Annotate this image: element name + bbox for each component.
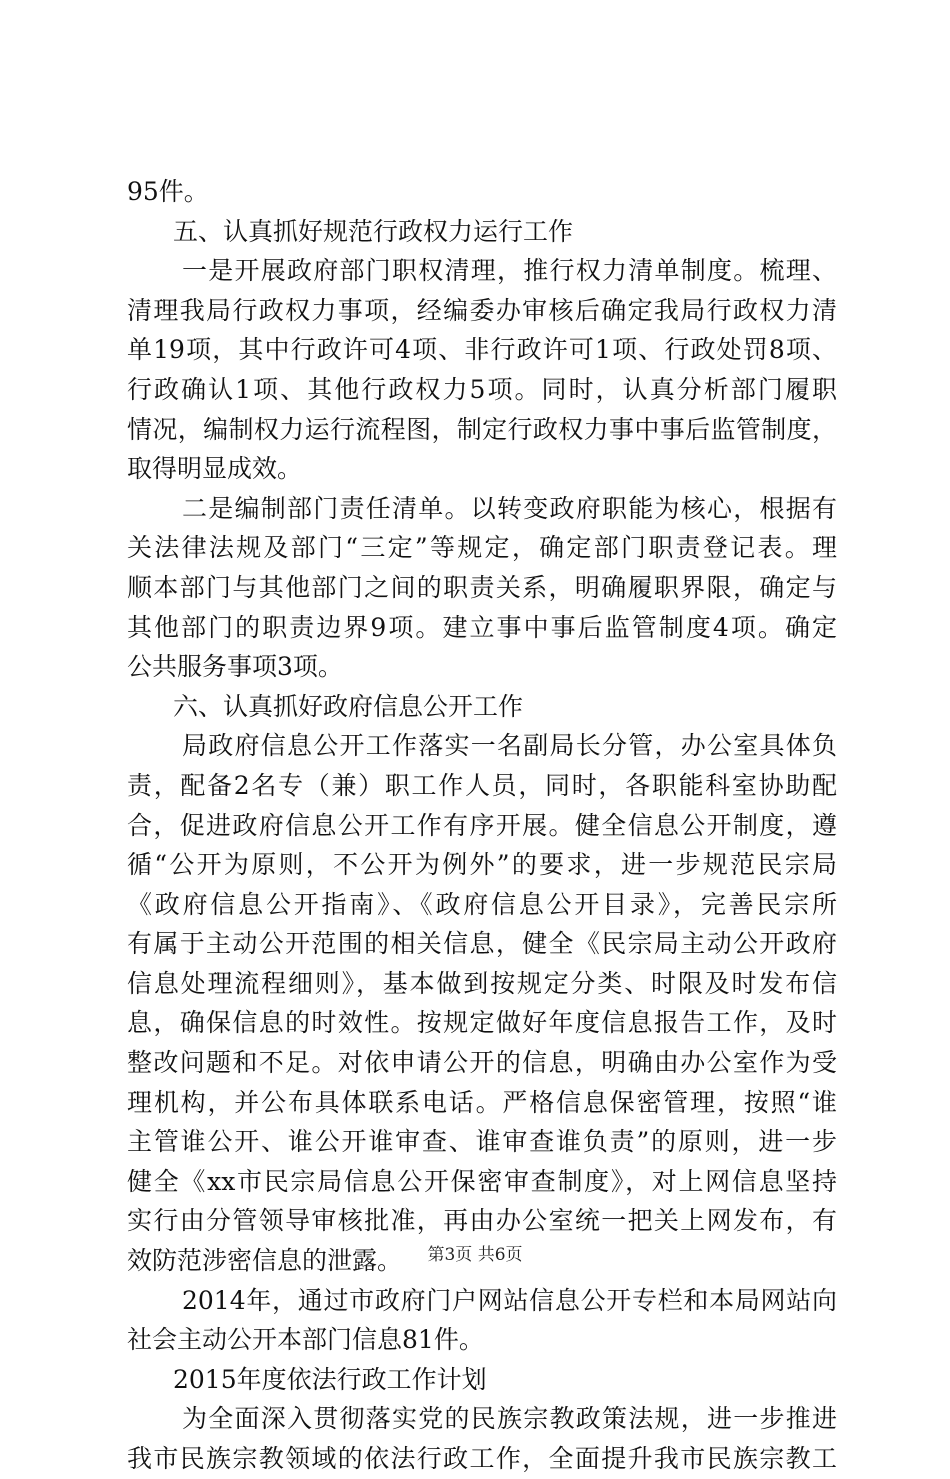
section-heading: 五、认真抓好规范行政权力运行工作	[173, 216, 574, 246]
text-line: 单19项，其中行政许可4项、非行政许可1项、行政处罚8项、	[127, 335, 837, 365]
text-line: 《政府信息公开指南》、《政府信息公开目录》，完善民宗所	[127, 889, 837, 919]
text-line: 2014年，通过市政府门户网站信息公开专栏和本局网站向	[182, 1285, 837, 1315]
text-line: 公共服务事项3项。	[127, 652, 343, 682]
text-line: 局政府信息公开工作落实一名副局长分管，办公室具体负	[182, 731, 837, 761]
text-line: 理机构，并公布具体联系电话。严格信息保密管理，按照“谁	[127, 1087, 837, 1117]
text-line: 关法律法规及部门“三定”等规定，确定部门职责登记表。理	[127, 533, 837, 563]
section-heading: 六、认真抓好政府信息公开工作	[173, 691, 524, 721]
text-line: 信息处理流程细则》，基本做到按规定分类、时限及时发布信	[127, 968, 837, 998]
text-line: 息，确保信息的时效性。按规定做好年度信息报告工作，及时	[127, 1008, 837, 1038]
text-line: 健全《xx市民宗局信息公开保密审查制度》，对上网信息坚持	[127, 1166, 837, 1196]
text-line: 合，促进政府信息公开工作有序开展。健全信息公开制度，遵	[127, 810, 837, 840]
text-line: 情况，编制权力运行流程图，制定行政权力事中事后监管制度，	[127, 414, 837, 444]
text-line: 社会主动公开本部门信息81件。	[127, 1325, 484, 1355]
text-line: 循“公开为原则，不公开为例外”的要求，进一步规范民宗局	[127, 850, 837, 880]
text-line: 为全面深入贯彻落实党的民族宗教政策法规，进一步推进	[182, 1404, 837, 1434]
text-line: 一是开展政府部门职权清理，推行权力清单制度。梳理、	[182, 256, 837, 286]
text-line: 效防范涉密信息的泄露。	[127, 1246, 403, 1276]
text-line: 我市民族宗教领域的依法行政工作，全面提升我市民族宗教工	[127, 1444, 837, 1473]
text-line: 95件。	[127, 177, 209, 206]
text-line: 实行由分管领导审核批准，再由办公室统一把关上网发布，有	[127, 1206, 837, 1236]
text-line: 清理我局行政权力事项，经编委办审核后确定我局行政权力清	[127, 295, 837, 325]
text-line: 有属于主动公开范围的相关信息，健全《民宗局主动公开政府	[127, 929, 837, 959]
text-line: 整改问题和不足。对依申请公开的信息，明确由办公室作为受	[127, 1048, 837, 1078]
text-line: 主管谁公开、谁公开谁审查、谁审查谁负责”的原则，进一步	[127, 1127, 837, 1157]
document-body	[127, 172, 837, 1479]
text-line: 行政确认1项、其他行政权力5项。同时，认真分析部门履职	[127, 374, 837, 404]
section-heading: 2015年度依法行政工作计划	[173, 1364, 487, 1394]
text-line: 二是编制部门责任清单。以转变政府职能为核心，根据有	[182, 493, 837, 523]
text-line: 顺本部门与其他部门之间的职责关系，明确履职界限，确定与	[127, 572, 837, 602]
text-line: 取得明显成效。	[127, 454, 303, 484]
text-line: 责，配备2名专（兼）职工作人员，同时，各职能科室协助配	[127, 770, 837, 800]
text-line: 其他部门的职责边界9项。建立事中事后监管制度4项。确定	[127, 612, 837, 642]
page-footer: 第3页 共6页	[427, 1245, 523, 1265]
